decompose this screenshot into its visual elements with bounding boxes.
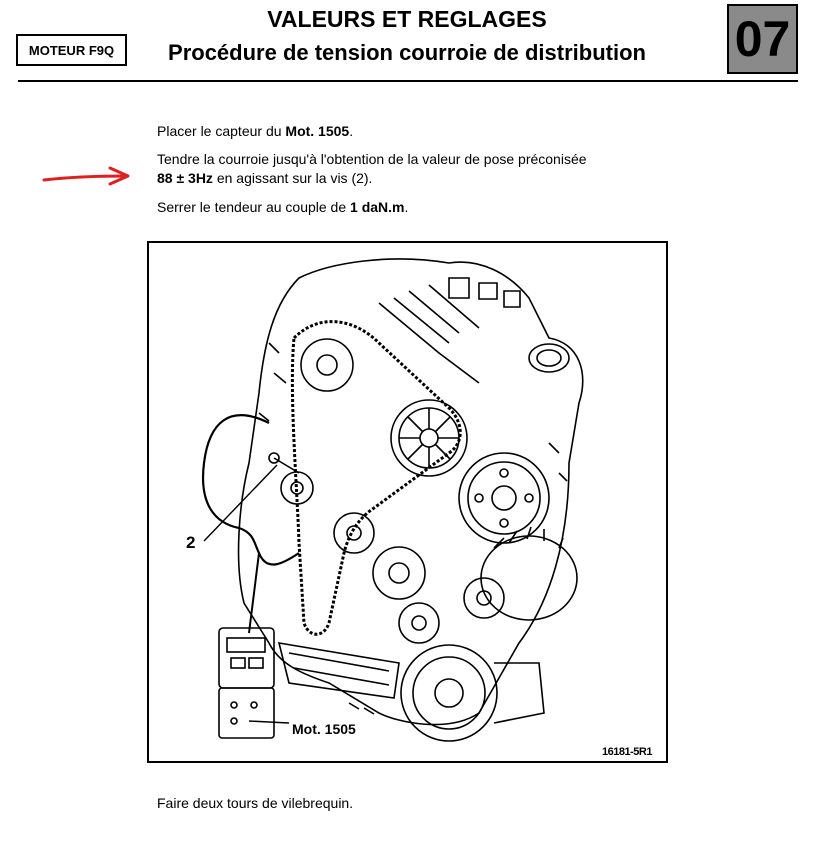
step-2: Tendre la courroie jusqu'à l'obtention de la valeur de pose préconisée 88 ± 3Hz en agissant sur la vis (2). — [157, 151, 587, 186]
engine-label: MOTEUR F9Q — [16, 34, 127, 66]
step-3: Serrer le tendeur au couple de 1 daN.m. — [157, 199, 409, 215]
engine-diagram-figure — [147, 241, 668, 763]
step-1: Placer le capteur du Mot. 1505. — [157, 123, 354, 139]
red-arrow-annotation — [40, 164, 132, 190]
step-4: Faire deux tours de vilebrequin. — [157, 795, 354, 811]
callout-tool: Mot. 1505 — [292, 721, 356, 737]
header-rule — [18, 80, 798, 82]
engine-drawing — [149, 243, 666, 761]
figure-reference: 16181-5R1 — [602, 746, 652, 758]
page-subtitle: Procédure de tension courroie de distribution — [168, 40, 646, 65]
page-title: VALEURS ET REGLAGES — [267, 6, 547, 32]
chapter-number: 07 — [727, 4, 798, 74]
callout-screw-2: 2 — [186, 533, 196, 552]
